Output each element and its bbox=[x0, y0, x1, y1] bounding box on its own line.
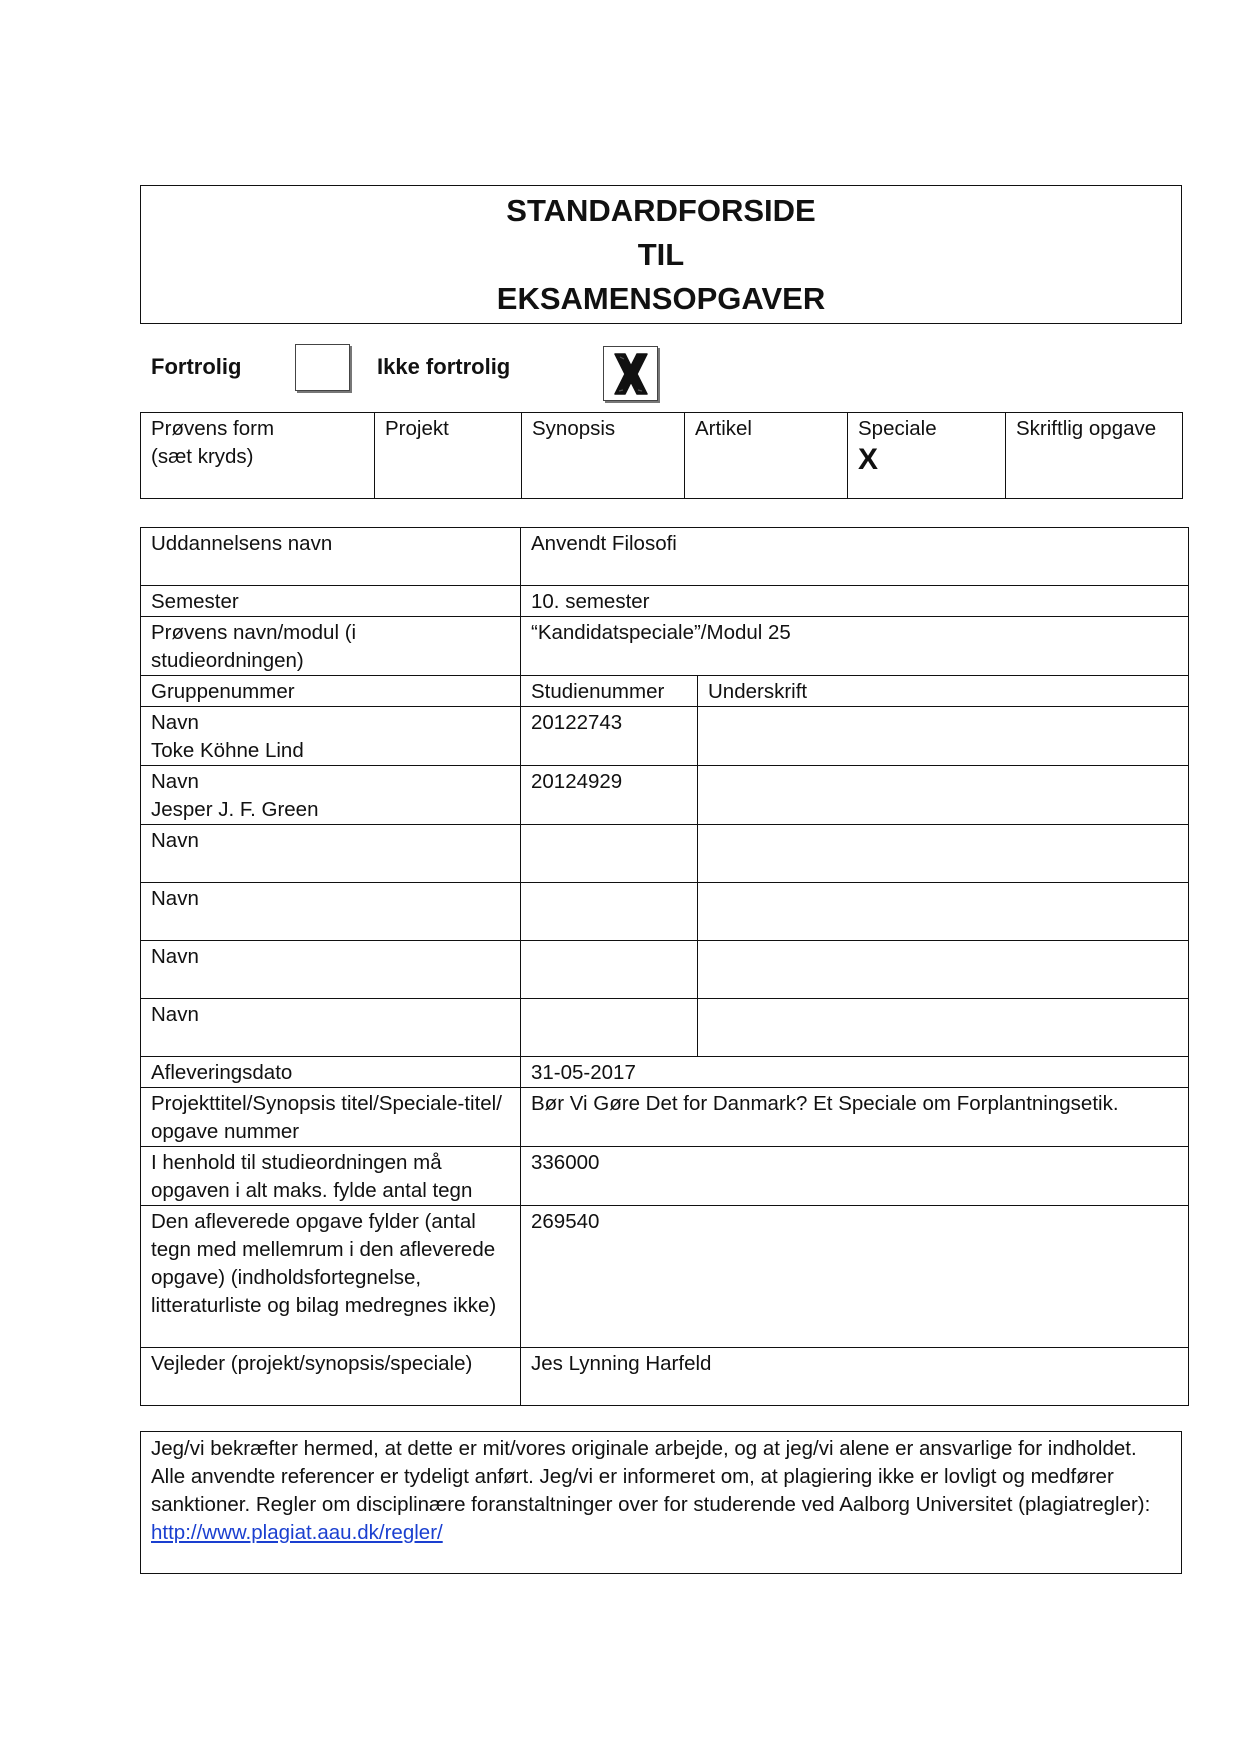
form-option-label: Synopsis bbox=[532, 417, 616, 440]
checked-x-mark bbox=[611, 351, 651, 397]
title-box bbox=[140, 185, 1182, 324]
title-line-2: TIL bbox=[637, 237, 685, 272]
form-option-skriftlig-opgave[interactable] bbox=[1006, 413, 1183, 499]
form-label-line2: (sæt kryds) bbox=[151, 445, 254, 468]
signature-cell[interactable] bbox=[698, 707, 1189, 766]
form-option-label: Skriftlig opgave bbox=[1016, 417, 1157, 440]
signature-cell[interactable] bbox=[698, 999, 1189, 1057]
fortrolig-label: Fortrolig bbox=[151, 354, 242, 379]
form-table bbox=[140, 412, 1183, 499]
declaration-text: Jeg/vi bekræfter hermed, at dette er mit/vores originale arbejde, og at jeg/vi alene er ansvarlige for indholdet. Alle anvendte referencer er tydeligt anført. Jeg/vi er informeret om, at plagiering ikke er lovligt og medfører sanktioner. Regler om disciplinære foranstaltninger over for studerende ved Aalborg Universitet (plagiatregler): bbox=[151, 1437, 1151, 1516]
form-option-label: Speciale bbox=[858, 417, 937, 440]
actual-chars-value: 269540 bbox=[521, 1206, 1189, 1348]
education-value: Anvendt Filosofi bbox=[521, 528, 1189, 586]
student-number: 20122743 bbox=[521, 707, 698, 766]
supervisor-value: Jes Lynning Harfeld bbox=[521, 1348, 1189, 1406]
form-option-synopsis[interactable] bbox=[522, 413, 685, 499]
signature-cell[interactable] bbox=[698, 941, 1189, 999]
supervisor-label: Vejleder (projekt/synopsis/speciale) bbox=[141, 1348, 521, 1406]
student-name: Toke Köhne Lind bbox=[151, 739, 304, 762]
date-value: 31-05-2017 bbox=[521, 1057, 1189, 1088]
student-number: 20124929 bbox=[521, 766, 698, 825]
form-option-speciale[interactable] bbox=[848, 413, 1006, 499]
name-label: Navn bbox=[141, 941, 521, 999]
info-table bbox=[140, 527, 1189, 1406]
speciale-check-mark: X bbox=[858, 443, 879, 476]
group-label: Gruppenummer bbox=[141, 676, 521, 707]
name-label: Navn bbox=[151, 770, 199, 793]
form-option-label: Artikel bbox=[695, 417, 752, 440]
student-number-header: Studienummer bbox=[521, 676, 698, 707]
fortrolig-checkbox[interactable] bbox=[295, 344, 350, 391]
form-option-projekt[interactable] bbox=[375, 413, 522, 499]
form-label-line1: Prøvens form bbox=[151, 417, 275, 440]
student-number[interactable] bbox=[521, 999, 698, 1057]
student-name-cell bbox=[141, 766, 521, 825]
title-line-1: STANDARDFORSIDE bbox=[506, 193, 816, 228]
student-name: Jesper J. F. Green bbox=[151, 798, 319, 821]
signature-cell[interactable] bbox=[698, 825, 1189, 883]
ikke-fortrolig-label: Ikke fortrolig bbox=[377, 354, 511, 379]
max-chars-label: I henhold til studieordningen må opgaven i alt maks. fylde antal tegn bbox=[141, 1147, 521, 1206]
student-name-cell bbox=[141, 707, 521, 766]
title-line-3: EKSAMENSOPGAVER bbox=[496, 281, 826, 316]
student-number[interactable] bbox=[521, 825, 698, 883]
student-number[interactable] bbox=[521, 883, 698, 941]
date-label: Afleveringsdato bbox=[141, 1057, 521, 1088]
max-chars-value: 336000 bbox=[521, 1147, 1189, 1206]
education-label: Uddannelsens navn bbox=[141, 528, 521, 586]
name-label: Navn bbox=[141, 825, 521, 883]
semester-label: Semester bbox=[141, 586, 521, 617]
form-label-cell bbox=[141, 413, 375, 499]
name-label: Navn bbox=[151, 711, 199, 734]
exam-value: “Kandidatspeciale”/Modul 25 bbox=[521, 617, 1189, 676]
name-label: Navn bbox=[141, 883, 521, 941]
exam-label: Prøvens navn/modul (i studieordningen) bbox=[141, 617, 521, 676]
project-title-value: Bør Vi Gøre Det for Danmark? Et Speciale om Forplantningsetik. bbox=[521, 1088, 1189, 1147]
form-option-artikel[interactable] bbox=[685, 413, 848, 499]
form-option-label: Projekt bbox=[385, 417, 449, 440]
name-label: Navn bbox=[141, 999, 521, 1057]
student-number[interactable] bbox=[521, 941, 698, 999]
project-title-label: Projekttitel/Synopsis titel/Speciale-titel/ opgave nummer bbox=[141, 1088, 521, 1147]
actual-chars-label: Den afleverede opgave fylder (antal tegn med mellemrum i den afleverede opgave) (indholdsfortegnelse, litteraturliste og bilag medregnes ikke) bbox=[141, 1206, 521, 1348]
semester-value: 10. semester bbox=[521, 586, 1189, 617]
ikke-fortrolig-checkbox[interactable] bbox=[603, 346, 658, 401]
signature-cell[interactable] bbox=[698, 883, 1189, 941]
signature-cell[interactable] bbox=[698, 766, 1189, 825]
plagiarism-rules-link[interactable]: http://www.plagiat.aau.dk/regler/ bbox=[151, 1521, 443, 1544]
signature-header: Underskrift bbox=[698, 676, 1189, 707]
declaration-box bbox=[140, 1431, 1182, 1574]
